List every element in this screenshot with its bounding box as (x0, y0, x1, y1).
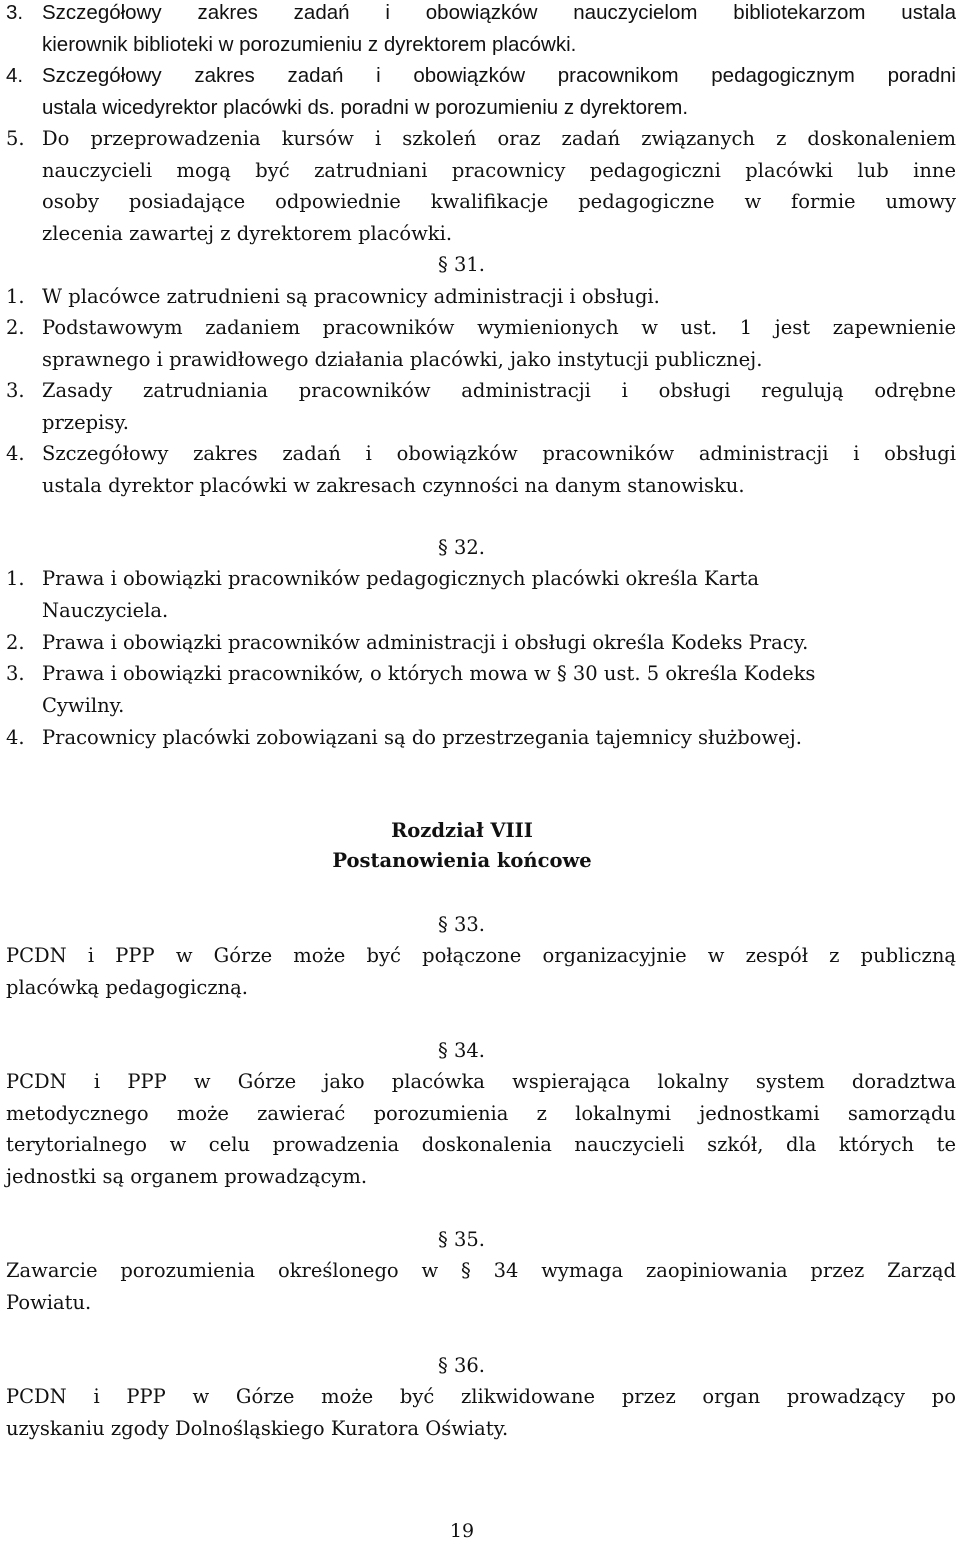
paragraph-line: Szczegółowy zakres zadań i obowiązków nauczycielom bibliotekarzom ustala (42, 1, 956, 24)
paragraph-number: 3. (6, 662, 25, 685)
paragraph-33 (6, 940, 956, 1003)
chapter-heading (0, 816, 924, 876)
paragraph-line: przepisy. (42, 410, 129, 434)
paragraph-line: osoby posiadające odpowiednie kwalifikacje pedagogiczne w formie umowy (42, 190, 956, 214)
paragraph-line: zlecenia zawartej z dyrektorem placówki. (42, 221, 453, 245)
section-34-heading: § 34. (438, 1039, 485, 1062)
paragraph-30-5 (6, 123, 956, 249)
paragraph-line: Podstawowym zadaniem pracowników wymienionych w ust. 1 jest zapewnienie (42, 316, 956, 339)
paragraph-line: terytorialnego w celu prowadzenia doskonalenia nauczycieli szkół, dla których te (6, 1133, 956, 1157)
chapter-title: Postanowienia końcowe (332, 849, 592, 872)
paragraph-line: metodycznego może zawierać porozumienia z lokalnymi jednostkami samorządu (6, 1101, 956, 1125)
paragraph-line: Nauczyciela. (42, 598, 169, 622)
paragraph-line: ustala dyrektor placówki w zakresach czynności na danym stanowisku. (42, 473, 745, 497)
section-32-heading: § 32. (438, 536, 485, 559)
paragraph-line: PCDN i PPP w Górze jako placówka wspierająca lokalny system doradztwa (6, 1070, 956, 1093)
paragraph-30-3 (6, 0, 956, 60)
paragraph-30-4 (6, 60, 956, 123)
paragraph-line: Szczegółowy zakres zadań i obowiązków pracowników administracji i obsługi (42, 442, 956, 465)
paragraph-number: 1. (6, 567, 25, 590)
paragraph-31-4 (6, 438, 956, 501)
paragraph-number: 4. (6, 726, 25, 749)
paragraph-32-4 (6, 722, 956, 754)
paragraph-line: placówką pedagogiczną. (6, 975, 248, 999)
chapter-number: Rozdział VIII (391, 819, 533, 842)
paragraph-line: Prawa i obowiązki pracowników pedagogicznych placówki określa Karta (42, 567, 760, 590)
paragraph-line: Prawa i obowiązki pracowników administracji i obsługi określa Kodeks Pracy. (42, 631, 809, 654)
paragraph-32-1 (6, 563, 956, 626)
paragraph-line: PCDN i PPP w Górze może być zlikwidowane przez organ prowadzący po (6, 1385, 956, 1408)
paragraph-number: 2. (6, 631, 25, 654)
paragraph-35 (6, 1255, 956, 1318)
paragraph-line: PCDN i PPP w Górze może być połączone organizacyjnie w zespół z publiczną (6, 944, 956, 967)
paragraph-line: Szczegółowy zakres zadań i obowiązków pracownikom pedagogicznym poradni (42, 64, 956, 87)
paragraph-line: Pracownicy placówki zobowiązani są do przestrzegania tajemnicy służbowej. (42, 726, 802, 749)
paragraph-line: uzyskaniu zgody Dolnośląskiego Kuratora Oświaty. (6, 1416, 509, 1440)
paragraph-line: Zawarcie porozumienia określonego w § 34 wymaga zaopiniowania przez Zarząd (6, 1259, 956, 1282)
paragraph-31-2 (6, 312, 956, 375)
section-33-heading: § 33. (438, 913, 485, 936)
paragraph-36 (6, 1381, 956, 1444)
paragraph-32-3 (6, 658, 956, 721)
paragraph-number: 4. (6, 442, 25, 465)
paragraph-line: jednostki są organem prowadzącym. (6, 1164, 368, 1188)
page-number: 19 (449, 1520, 475, 1542)
paragraph-line: kierownik biblioteki w porozumieniu z dyrektorem placówki. (42, 32, 577, 56)
paragraph-line: Powiatu. (6, 1290, 92, 1314)
paragraph-number: 3. (6, 379, 25, 402)
paragraph-number: 1. (6, 285, 25, 308)
paragraph-line: Do przeprowadzenia kursów i szkoleń oraz zadań związanych z doskonaleniem (42, 127, 956, 150)
paragraph-line: nauczycieli mogą być zatrudniani pracownicy pedagogiczni placówki lub inne (42, 158, 956, 182)
paragraph-31-3 (6, 375, 956, 438)
paragraph-line: Cywilny. (42, 693, 125, 717)
paragraph-number: 5. (6, 127, 25, 150)
paragraph-line: ustala wicedyrektor placówki ds. poradni w porozumieniu z dyrektorem. (42, 95, 689, 119)
paragraph-number: 3. (6, 1, 24, 24)
paragraph-line: sprawnego i prawidłowego działania placówki, jako instytucji publicznej. (42, 347, 763, 371)
section-36-heading: § 36. (438, 1354, 485, 1377)
paragraph-number: 4. (6, 64, 24, 87)
paragraph-31-1 (6, 281, 956, 313)
paragraph-32-2 (6, 627, 956, 659)
paragraph-34 (6, 1066, 956, 1192)
paragraph-line: W placówce zatrudnieni są pracownicy administracji i obsługi. (42, 285, 660, 308)
section-35-heading: § 35. (438, 1228, 485, 1251)
paragraph-line: Zasady zatrudniania pracowników administracji i obsługi regulują odrębne (42, 379, 956, 402)
section-31-heading: § 31. (438, 253, 485, 276)
paragraph-number: 2. (6, 316, 25, 339)
paragraph-line: Prawa i obowiązki pracowników, o których mowa w § 30 ust. 5 określa Kodeks (42, 662, 816, 685)
